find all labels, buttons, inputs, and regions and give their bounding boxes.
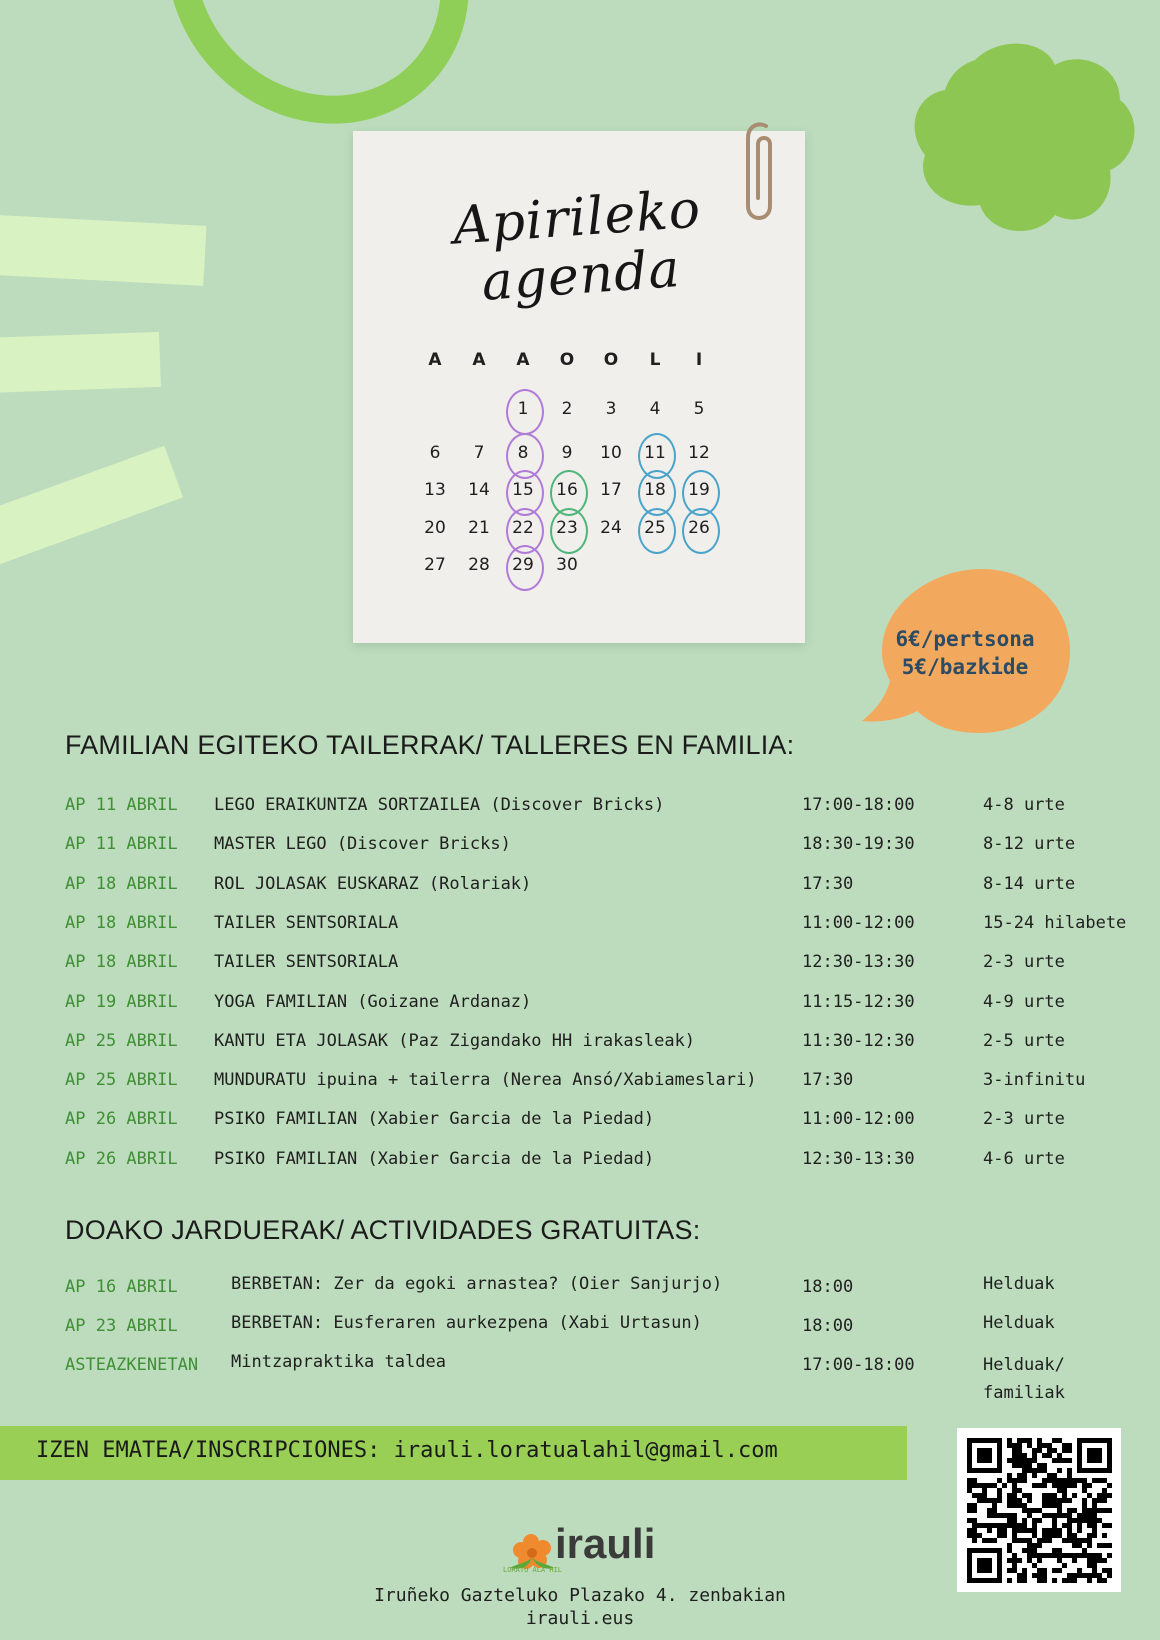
day-circle-mark	[682, 508, 720, 554]
paperclip-icon	[740, 118, 780, 228]
registration-text: IZEN EMATEA/INSCRIPCIONES: irauli.loratualahil@gmail.com	[36, 1438, 778, 1463]
activity-audience: 4-6 urte	[983, 1148, 1065, 1169]
qr-code-icon[interactable]	[957, 1428, 1121, 1592]
weekday-label: I	[695, 350, 703, 370]
activity-audience: 2-3 urte	[983, 1109, 1065, 1130]
activity-name: YOGA FAMILIAN (Goizane Ardanaz)	[214, 991, 532, 1012]
logo-wordmark: irauli	[555, 1520, 656, 1567]
activity-time: 18:30-19:30	[802, 834, 915, 855]
price-text	[880, 625, 1050, 681]
calendar-day: 28	[468, 555, 490, 575]
calendar-day: 19	[679, 480, 719, 500]
activity-audience: Helduak/ familiak	[983, 1355, 1065, 1403]
activity-audience: 15-24 hilabete	[983, 912, 1127, 933]
activity-time: 11:15-12:30	[802, 991, 915, 1012]
calendar-day: 29	[503, 555, 543, 575]
calendar-day: 3	[605, 399, 617, 419]
activity-date: AP 26 ABRIL	[65, 1109, 178, 1130]
activity-audience: 2-5 urte	[983, 1030, 1065, 1051]
logo-tagline: LORATU ALA HIL	[503, 1566, 563, 1574]
day-circle-mark	[506, 545, 544, 591]
activity-name: PSIKO FAMILIAN (Xabier Garcia de la Piedad)	[214, 1148, 655, 1169]
activity-audience: 8-14 urte	[983, 873, 1076, 894]
activity-time: 17:00-18:00	[802, 1355, 915, 1375]
weekday-label: A	[516, 350, 530, 370]
calendar-day: 30	[556, 555, 578, 575]
calendar-day: 9	[561, 443, 573, 463]
activity-date: AP 19 ABRIL	[65, 991, 178, 1012]
calendar-day: 8	[503, 443, 543, 463]
calendar-day: 16	[547, 480, 587, 500]
calendar-day: 5	[693, 399, 705, 419]
activity-audience: Helduak	[983, 1313, 1055, 1333]
calendar-day: 4	[649, 399, 661, 419]
activity-name: ROL JOLASAK EUSKARAZ (Rolariak)	[214, 873, 532, 894]
activity-date: AP 26 ABRIL	[65, 1148, 178, 1169]
calendar-day: 18	[635, 480, 675, 500]
activity-time: 18:00	[802, 1277, 854, 1297]
footer-address-block	[0, 1584, 1160, 1630]
activity-audience: Helduak	[983, 1274, 1055, 1294]
day-circle-mark	[506, 389, 544, 435]
calendar-day: 15	[503, 480, 543, 500]
weekday-label: A	[472, 350, 486, 370]
decorative-stripe	[0, 332, 161, 393]
activity-time: 18:00	[802, 1316, 854, 1336]
activity-time: 17:30	[802, 873, 854, 894]
activity-time: 12:30-13:30	[802, 1148, 915, 1169]
footer-address: Iruñeko Gazteluko Plazako 4. zenbakian	[374, 1585, 786, 1606]
calendar-day: 21	[468, 518, 490, 538]
activity-name: MASTER LEGO (Discover Bricks)	[214, 834, 511, 855]
activity-date: ASTEAZKENETAN	[65, 1355, 199, 1375]
family-workshops-title: FAMILIAN EGITEKO TAILERRAK/ TALLERES EN FAMILIA:	[65, 730, 795, 760]
activity-date: AP 11 ABRIL	[65, 795, 178, 815]
activity-date: AP 25 ABRIL	[65, 1030, 178, 1051]
activity-audience: 2-3 urte	[983, 952, 1065, 973]
calendar-day: 2	[561, 399, 573, 419]
calendar-day: 14	[468, 480, 490, 500]
calendar-day: 20	[424, 518, 446, 538]
activity-date: AP 11 ABRIL	[65, 834, 178, 855]
activity-audience: 4-9 urte	[983, 991, 1065, 1012]
weekday-label: L	[649, 350, 661, 370]
activity-time: 11:00-12:00	[802, 1109, 915, 1130]
activity-name: LEGO ERAIKUNTZA SORTZAILEA (Discover Bricks)	[214, 795, 665, 815]
activity-name: BERBETAN: Zer da egoki arnastea? (Oier Sanjurjo)	[231, 1274, 723, 1294]
clover-blob-icon	[905, 40, 1135, 240]
agenda-title-line1: Apirileko	[451, 179, 703, 257]
weekday-label: O	[559, 350, 575, 370]
activity-date: AP 23 ABRIL	[65, 1316, 178, 1336]
activity-time: 17:00-18:00	[802, 795, 915, 815]
activity-date: AP 25 ABRIL	[65, 1070, 178, 1091]
calendar-day: 23	[547, 518, 587, 538]
activity-name: MUNDURATU ipuina + tailerra (Nerea Ansó/Xabiameslari)	[214, 1070, 757, 1091]
decorative-stripe	[0, 446, 183, 570]
calendar-day: 17	[600, 480, 622, 500]
activity-name: Mintzapraktika taldea	[231, 1352, 446, 1372]
price-per-member: 5€/bazkide	[901, 655, 1029, 679]
footer-website[interactable]: irauli.eus	[525, 1608, 635, 1629]
calendar-day: 25	[635, 518, 675, 538]
agenda-title-line2: agenda	[479, 239, 683, 313]
calendar-day: 22	[503, 518, 543, 538]
activity-time: 11:00-12:00	[802, 912, 915, 933]
activity-name: TAILER SENTSORIALA	[214, 912, 399, 933]
activity-date: AP 18 ABRIL	[65, 952, 178, 973]
calendar-day: 11	[635, 443, 675, 463]
calendar-day: 24	[600, 518, 622, 538]
activity-audience: 3-infinitu	[983, 1070, 1086, 1091]
price-per-person: 6€/pertsona	[895, 627, 1035, 651]
activity-audience: 4-8 urte	[983, 795, 1065, 815]
activity-date: AP 16 ABRIL	[65, 1277, 178, 1297]
calendar-day: 13	[424, 480, 446, 500]
activity-name: BERBETAN: Eusferaren aurkezpena (Xabi Urtasun)	[231, 1313, 702, 1333]
free-activities-title: DOAKO JARDUERAK/ ACTIVIDADES GRATUITAS:	[65, 1215, 701, 1245]
weekday-label: O	[603, 350, 619, 370]
activity-date: AP 18 ABRIL	[65, 873, 178, 894]
day-circle-mark	[638, 508, 676, 554]
calendar-day: 26	[679, 518, 719, 538]
activity-date: AP 18 ABRIL	[65, 912, 178, 933]
calendar-day: 12	[688, 443, 710, 463]
activity-name: KANTU ETA JOLASAK (Paz Zigandako HH irakasleak)	[214, 1030, 696, 1051]
calendar-day: 27	[424, 555, 446, 575]
activity-time: 11:30-12:30	[802, 1030, 915, 1051]
calendar-day: 6	[429, 443, 441, 463]
activity-name: PSIKO FAMILIAN (Xabier Garcia de la Piedad)	[214, 1109, 655, 1130]
calendar-day: 7	[473, 443, 485, 463]
weekday-label: A	[428, 350, 442, 370]
calendar-day: 1	[503, 399, 543, 419]
calendar-day: 10	[600, 443, 622, 463]
activity-time: 17:30	[802, 1070, 854, 1091]
activity-time: 12:30-13:30	[802, 952, 915, 973]
activity-audience: 8-12 urte	[983, 834, 1076, 855]
decorative-stripe	[0, 214, 206, 286]
activity-name: TAILER SENTSORIALA	[214, 952, 399, 973]
day-circle-mark	[550, 508, 588, 554]
